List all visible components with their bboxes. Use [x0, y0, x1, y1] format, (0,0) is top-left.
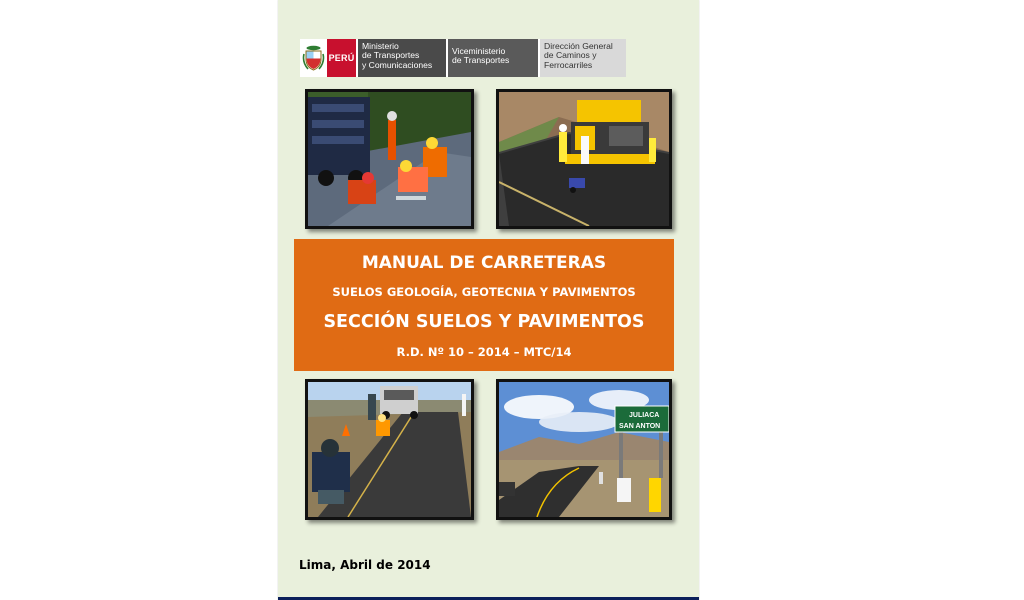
document-page: [278, 0, 699, 600]
viceministry-label: Viceministerio de Transportes: [446, 39, 538, 77]
road-sign-text-1: JULIACA: [629, 412, 660, 419]
photo-asphalt-paving: [496, 89, 672, 229]
peru-logo: PERÚ: [327, 39, 356, 77]
ministry-label: Ministerio de Transportes y Comunicaciones: [356, 39, 446, 77]
photo-road-measurement: [305, 379, 474, 520]
manual-subtitle: SUELOS GEOLOGÍA, GEOTECNIA Y PAVIMENTOS: [332, 285, 636, 299]
section-title: SECCIÓN SUELOS Y PAVIMENTOS: [323, 312, 645, 332]
manual-title: MANUAL DE CARRETERAS: [361, 253, 607, 273]
place-and-date: Lima, Abril de 2014: [299, 558, 431, 572]
road-sign-text-2: SAN ANTON: [619, 423, 661, 430]
directorate-label: Dirección General de Caminos y Ferrocarriles: [538, 39, 626, 77]
ministry-logo-header: [300, 39, 626, 77]
photo-road-testing: [305, 89, 474, 229]
coat-of-arms-icon: [300, 39, 327, 77]
resolution-number: R.D. Nº 10 – 2014 – MTC/14: [396, 345, 572, 359]
photo-highway-sign: [496, 379, 672, 520]
title-banner: [294, 239, 674, 371]
